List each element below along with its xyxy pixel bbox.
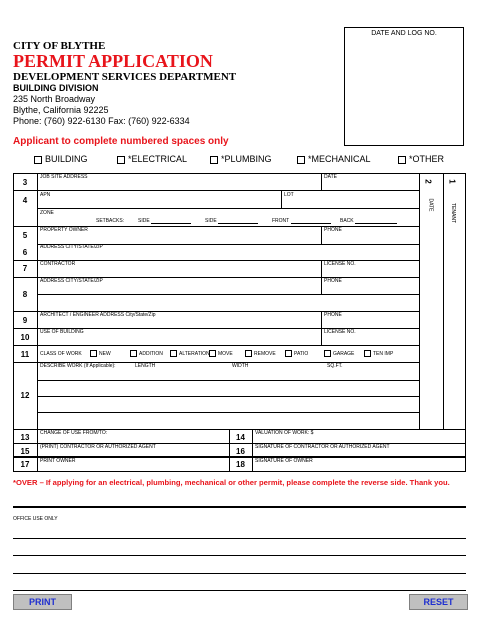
side-label: SIDE [205,218,217,224]
row-line-v [37,457,38,472]
city-name: CITY OF BLYTHE [13,40,106,52]
back-blank [355,218,397,224]
property-owner-field[interactable]: PROPERTY OWNER [40,227,88,233]
back-label: BACK [340,218,354,224]
side-number-2: 2 [423,179,433,184]
row-line [37,412,419,413]
contractor-address-field[interactable]: ADDRESS CITY/STATE/ZIP [40,278,103,284]
back-setback[interactable] [340,218,397,224]
patio-checkbox[interactable] [285,350,292,357]
option-label: ALTERATION [179,350,210,357]
row-line [13,190,419,191]
garage-checkbox[interactable] [324,350,331,357]
row-number: 5 [22,231,28,240]
side-blank [218,218,258,224]
permit-type-mechanical[interactable] [297,154,371,164]
row-number: 9 [22,316,28,325]
owner-address-field[interactable]: ADDRESS CITY/STATE/ZIP [40,244,103,250]
row-line [13,345,419,346]
office-use-line [13,555,466,556]
class-option-new[interactable] [90,350,111,357]
length-field[interactable]: LENGTH [135,363,156,369]
row-line [13,471,466,472]
permit-type-electrical[interactable] [117,154,187,164]
reset-button[interactable]: RESET [409,594,468,610]
owner-phone-field[interactable]: PHONE [324,227,342,233]
width-field[interactable]: WIDTH [232,363,249,369]
electrical-checkbox[interactable] [117,156,125,164]
row-number: 18 [236,460,245,469]
contractor-phone-field[interactable]: PHONE [324,278,342,284]
field-divider [321,328,322,345]
option-label: MOVE [218,350,233,357]
option-label: NEW [99,350,111,357]
print-button[interactable]: PRINT [13,594,72,610]
row-number: 8 [22,290,28,299]
field-divider [321,260,322,277]
side-blank [151,218,191,224]
sqft-field[interactable]: SQ.FT. [327,363,343,369]
option-label: ADDITION [139,350,163,357]
option-label: TEN IMP [373,350,394,357]
row-line [13,457,466,458]
describe-work-field[interactable]: DESCRIBE WORK (If Applicable): [40,363,116,369]
contractor-signature-field[interactable]: SIGNATURE OF CONTRACTOR OR AUTHORIZED AGENT [255,444,390,450]
date-field[interactable]: DATE [324,174,337,180]
owner-signature-field[interactable]: SIGNATURE OF OWNER [255,458,313,464]
field-divider [281,190,282,208]
form-title: PERMIT APPLICATION [13,51,213,71]
side-number-1: 1 [447,179,457,184]
front-label: FRONT [272,218,290,224]
row-number: 4 [22,196,28,205]
change-of-use-field[interactable]: CHANGE OF USE FROM/TO: [40,430,108,436]
permit-type-label: *PLUMBING [221,154,272,164]
row-line [37,396,419,397]
front-setback[interactable] [272,218,331,224]
side-setback-2[interactable] [205,218,258,224]
class-option-remove[interactable] [245,350,276,357]
office-use-label: OFFICE USE ONLY [13,516,58,522]
architect-phone-field[interactable]: PHONE [324,312,342,318]
class-option-alteration[interactable] [170,350,210,357]
class-option-ten-imp[interactable] [364,350,393,357]
office-use-line [13,590,466,591]
address-line-2: Blythe, California 92225 [13,105,109,115]
row-number: 13 [20,433,30,442]
address-line-1: 235 North Broadway [13,94,96,104]
use-of-building-field[interactable]: USE OF BUILDING [40,329,84,335]
row-line [37,380,419,381]
class-of-work-label: CLASS OF WORK [40,351,82,357]
field-divider [321,277,322,294]
phone-fax: Phone: (760) 922-6130 Fax: (760) 922-6334 [13,116,190,126]
permit-type-label: BUILDING [45,154,88,164]
date-log-label: DATE AND LOG NO. [371,30,437,37]
class-option-garage[interactable] [324,350,354,357]
instruction-text: Applicant to complete numbered spaces only [13,136,229,147]
architect-license-field[interactable]: LICENSE NO. [324,329,356,335]
office-use-rule [13,506,466,508]
front-blank [291,218,331,224]
row-line [37,208,419,209]
side-column-divider-2 [443,173,444,429]
print-owner-field[interactable]: PRINT OWNER [40,458,76,464]
number-column-divider [37,173,38,457]
side-date-label: DATE [427,198,434,212]
side-column-divider-1 [419,173,420,429]
row-number: 10 [20,333,30,342]
architect-field[interactable]: ARCHITECT / ENGINEER ADDRESS City/State/Zip [40,312,156,318]
lot-field[interactable]: LOT [284,192,294,198]
valuation-field[interactable]: VALUATION OF WORK: $ [255,430,314,436]
alteration-checkbox[interactable] [170,350,177,357]
date-log-box[interactable] [344,27,464,146]
department-name: DEVELOPMENT SERVICES DEPARTMENT [13,71,237,83]
permit-type-label: *MECHANICAL [308,154,371,164]
permit-type-other[interactable] [398,154,444,164]
setbacks-label: SETBACKS: [96,218,125,224]
print-contractor-field[interactable]: (PRINT) CONTRACTOR OR AUTHORIZED AGENT [40,444,156,450]
contractor-field[interactable]: CONTRACTOR [40,261,76,267]
side-setback-1[interactable] [138,218,191,224]
row-line-v [252,457,253,472]
class-option-addition[interactable] [130,350,163,357]
row-number: 17 [20,460,30,469]
ten-imp-checkbox[interactable] [364,350,371,357]
mechanical-checkbox[interactable] [297,156,305,164]
job-site-address-field[interactable]: JOB SITE ADDRESS [40,174,88,180]
remove-checkbox[interactable] [245,350,252,357]
row-number: 3 [22,178,28,187]
field-divider [321,173,322,190]
field-divider [321,311,322,328]
permit-type-label: *ELECTRICAL [128,154,188,164]
addition-checkbox[interactable] [130,350,137,357]
permit-type-plumbing[interactable] [210,154,272,164]
row-number: 12 [20,391,30,400]
move-checkbox[interactable] [209,350,216,357]
office-use-line [13,538,466,539]
zone-field[interactable]: ZONE [40,210,54,216]
row-line [37,294,419,295]
option-label: REMOVE [254,350,276,357]
division-name: BUILDING DIVISION [13,83,99,93]
office-use-line [13,573,466,574]
class-option-patio[interactable] [285,350,308,357]
row-number: 7 [22,264,28,273]
plumbing-checkbox[interactable] [210,156,218,164]
option-label: PATIO [294,350,309,357]
row-number: 14 [236,433,245,442]
side-tenant-label: TENANT [450,203,456,223]
side-label: SIDE [138,218,150,224]
building-checkbox[interactable] [34,156,42,164]
option-label: GARAGE [333,350,355,357]
class-option-move[interactable] [209,350,233,357]
over-note: *OVER – If applying for an electrical, plumbing, mechanical or other permit, please complete the reverse side. Thank you. [13,478,450,487]
apn-field[interactable]: APN [40,192,51,198]
new-checkbox[interactable] [90,350,97,357]
permit-type-building[interactable] [34,154,88,164]
row-line-v [465,429,466,472]
field-divider [321,226,322,244]
row-number: 11 [20,350,30,359]
row-number: 6 [22,248,28,257]
permit-type-label: *OTHER [409,154,445,164]
row-number: 15 [20,447,30,456]
other-checkbox[interactable] [398,156,406,164]
row-number: 16 [236,447,245,456]
contractor-license-field[interactable]: LICENSE NO. [324,261,356,267]
